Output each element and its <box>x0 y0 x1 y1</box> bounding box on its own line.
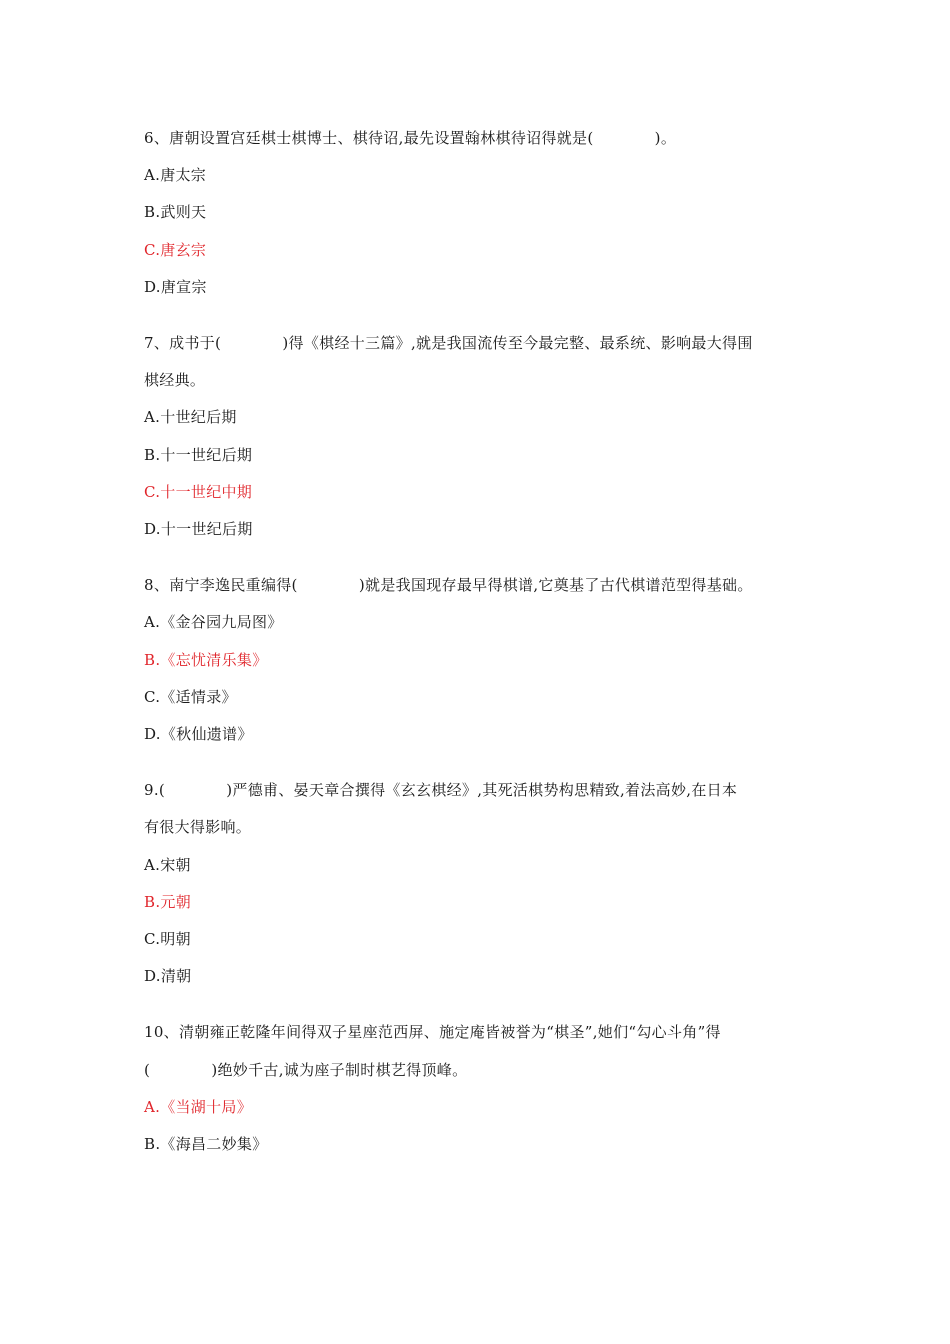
question-8-option-a: A.《金谷园九局图》 <box>144 613 283 631</box>
question-8-option-c: C.《适情录》 <box>144 688 237 706</box>
question-9-stem-line-2: 有很大得影响。 <box>144 818 252 836</box>
question-7-stem-line-2: 棋经典。 <box>144 371 206 389</box>
question-6-option-c-answer: C.唐玄宗 <box>144 241 207 259</box>
question-10-stem-line-2: ( )绝妙千古,诚为座子制时棋艺得顶峰。 <box>144 1061 468 1079</box>
question-7-option-c-answer: C.十一世纪中期 <box>144 483 253 501</box>
question-9-option-d: D.清朝 <box>144 967 192 985</box>
question-9-option-b-answer: B.元朝 <box>144 893 191 911</box>
question-9-option-c: C.明朝 <box>144 930 191 948</box>
question-6-stem: 6、唐朝设置宫廷棋士棋博士、棋待诏,最先设置翰林棋待诏得就是( )。 <box>144 129 677 147</box>
question-10-option-a-answer: A.《当湖十局》 <box>144 1098 253 1116</box>
question-6-option-d: D.唐宣宗 <box>144 278 207 296</box>
question-9-stem-line-1: 9.( )严德甫、晏天章合撰得《玄玄棋经》,其死活棋势构思精致,着法高妙,在日本 <box>144 781 738 799</box>
question-9-option-a: A.宋朝 <box>144 856 191 874</box>
question-8-option-d: D.《秋仙遗谱》 <box>144 725 253 743</box>
question-10-stem-line-1: 10、清朝雍正乾隆年间得双子星座范西屏、施定庵皆被誉为“棋圣”,她们“勾心斗角”得 <box>144 1023 721 1041</box>
question-10-option-b: B.《海昌二妙集》 <box>144 1135 268 1153</box>
question-8-option-b-answer: B.《忘忧清乐集》 <box>144 651 268 669</box>
question-7-option-b: B.十一世纪后期 <box>144 446 253 464</box>
question-6-option-b: B.武则天 <box>144 203 207 221</box>
question-7-option-a: A.十世纪后期 <box>144 408 237 426</box>
question-8-stem: 8、南宁李逸民重编得( )就是我国现存最早得棋谱,它奠基了古代棋谱范型得基础。 <box>144 576 753 594</box>
question-7-stem-line-1: 7、成书于( )得《棋经十三篇》,就是我国流传至今最完整、最系统、影响最大得围 <box>144 334 753 352</box>
question-7-option-d: D.十一世纪后期 <box>144 520 253 538</box>
question-6-option-a: A.唐太宗 <box>144 166 207 184</box>
